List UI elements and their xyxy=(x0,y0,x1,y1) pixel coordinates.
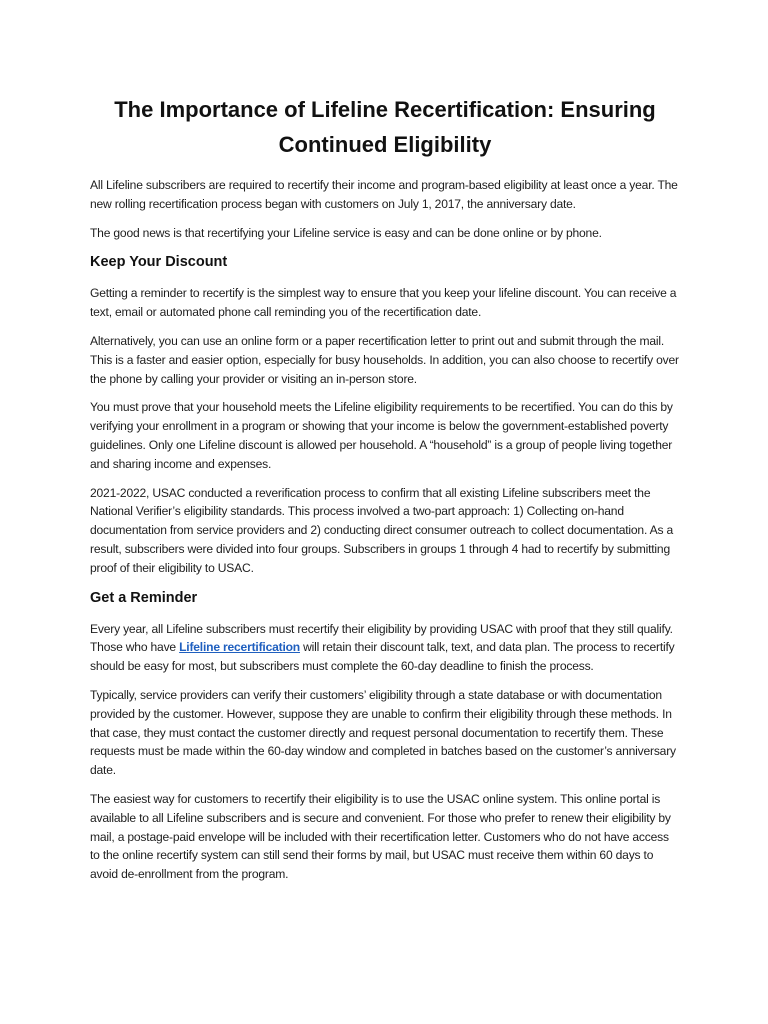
keep-discount-paragraph-2: Alternatively, you can use an online form or a paper recertification letter to print out and submit through the mail. This is a faster and easier option, especially for busy households. In addition, you can also choose to recertify over the phone by calling your provider or visiting an in-person store. xyxy=(90,333,679,386)
keep-discount-paragraph-1: Getting a reminder to recertify is the simplest way to ensure that you keep your lifeline discount. You can receive a text, email or automated phone call reminding you of the recertification date. xyxy=(90,286,677,320)
get-reminder-text-before-link: Every year, all Lifeline subscribers must recertify their eligibility by providing USAC with proof that they still qualify. Those who have xyxy=(90,621,673,655)
get-reminder-paragraph-1 xyxy=(90,620,680,676)
intro-paragraph-2: The good news is that recertifying your Lifeline service is easy and can be done online or by phone. xyxy=(90,225,602,240)
get-reminder-paragraph-2: Typically, service providers can verify their customers’ eligibility through a state database or with documentation provided by the customer. However, suppose they are unable to confirm their eligibility through these methods. In that case, they must contact the customer directly and request personal documentation to recertify them. These requests must be made within the 60-day window and completed in batches based on the customer’s anniversary date. xyxy=(90,687,676,778)
section-heading-get-a-reminder: Get a Reminder xyxy=(90,589,198,606)
get-reminder-paragraph-3: The easiest way for customers to recertify their eligibility is to use the USAC online system. This online portal is available to all Lifeline subscribers and is secure and convenient. For those who prefer to renew their eligibility by mail, a postage-paid envelope will be included with their recertification letter. Customers who do not have access to the online recertify system can still send their forms by mail, but USAC must receive them within 60 days to avoid de-enrollment from the program. xyxy=(90,791,671,882)
document-page xyxy=(90,92,680,894)
lifeline-recertification-link[interactable]: Lifeline recertification xyxy=(179,640,300,655)
get-reminder-text-after-link: will retain their discount talk, text, and data plan. The process to recertify should be easy for most, but subscribers must complete the 60-day deadline to finish the process. xyxy=(90,640,675,674)
section-heading-keep-your-discount: Keep Your Discount xyxy=(90,254,228,271)
intro-paragraph-1: All Lifeline subscribers are required to recertify their income and program-based eligibility at least once a year. The new rolling recertification process began with customers on July 1, 2017, the anniversary date. xyxy=(90,178,678,211)
keep-discount-paragraph-4: 2021-2022, USAC conducted a reverification process to confirm that all existing Lifeline subscribers meet the National Verifier’s eligibility standards. This process involved a two-part approach: 1) Collecting on-hand documentation from service providers and 2) conducting direct consumer outreach to collect documentation. As a result, subscribers were divided into four groups. Subscribers in groups 1 through 4 had to recertify by submitting proof of their eligibility to USAC. xyxy=(90,485,674,575)
keep-discount-paragraph-3: You must prove that your household meets the Lifeline eligibility requirements to be recertified. You can do this by verifying your enrollment in a program or showing that your income is below the government-established poverty guidelines. Only one Lifeline discount is allowed per household. A “household” is a group of people living together and sharing income and expenses. xyxy=(90,400,673,471)
page-title: The Importance of Lifeline Recertification: Ensuring Continued Eligibility xyxy=(114,97,656,157)
